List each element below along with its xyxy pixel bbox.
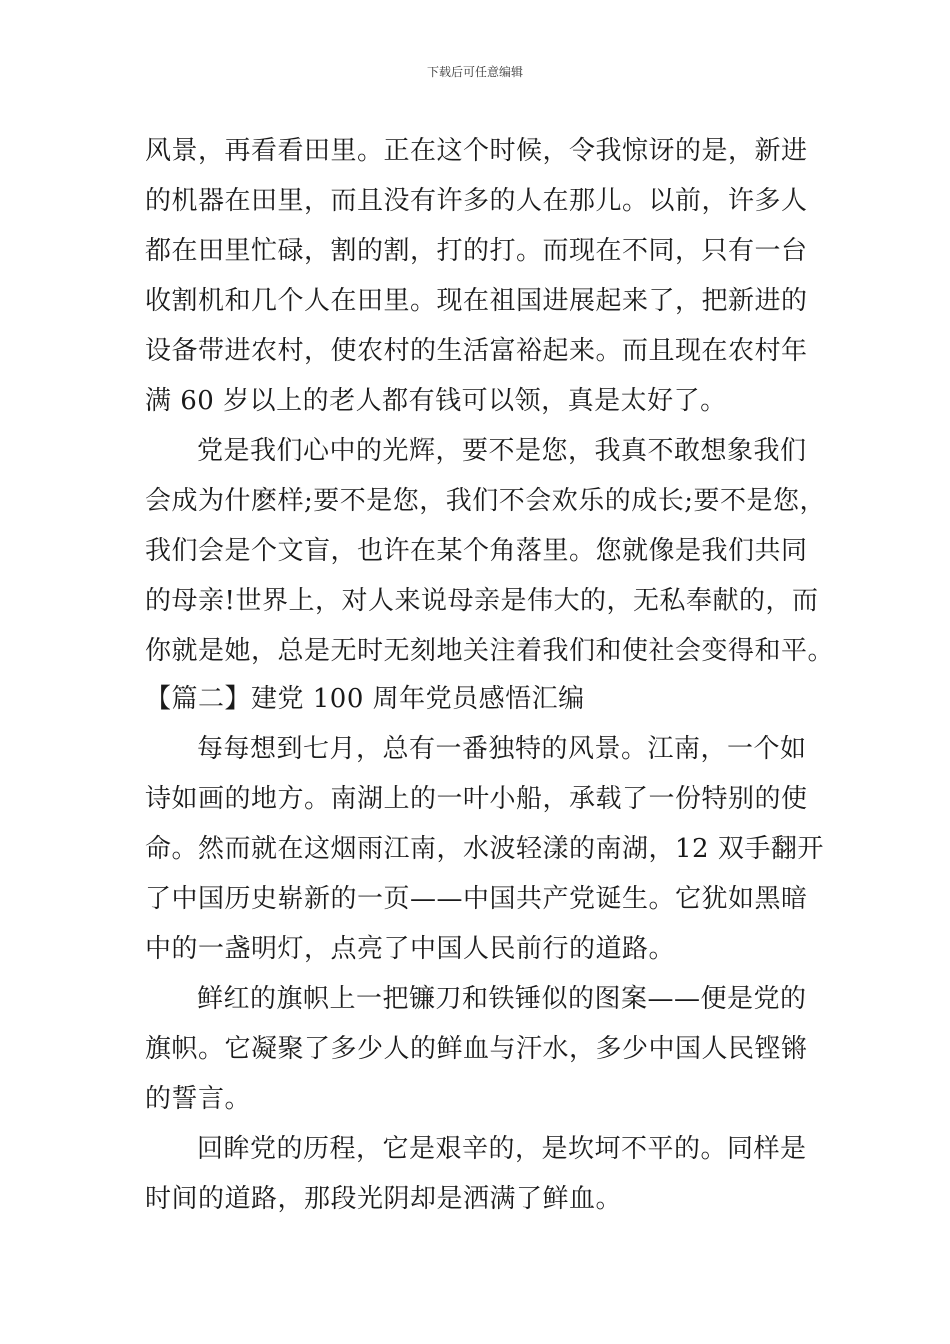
paragraph-4-line-3: 的誓言。 [145, 1084, 252, 1114]
paragraph-3-line-3: 命。然而就在这烟雨江南，水波轻漾的南湖，12 双手翻开 [145, 834, 824, 864]
paragraph-1-line-5: 设备带进农村，使农村的生活富裕起来。而且现在农村年 [145, 336, 808, 366]
paragraph-1-line-2: 的机器在田里，而且没有许多的人在那儿。以前，许多人 [145, 186, 808, 216]
paragraph-3-line-4: 了中国历史崭新的一页——中国共产党诞生。它犹如黑暗 [145, 884, 808, 914]
paragraph-2-line-1: 党是我们心中的光辉，要不是您，我真不敢想象我们 [197, 436, 807, 466]
paragraph-5-line-2: 时间的道路，那段光阴却是洒满了鲜血。 [145, 1184, 623, 1214]
paragraph-2-line-2: 会成为什麽样;要不是您，我们不会欢乐的成长;要不是您， [145, 486, 827, 516]
paragraph-3-line-1: 每每想到七月，总有一番独特的风景。江南，一个如 [197, 734, 807, 764]
paragraph-4-line-1: 鲜红的旗帜上一把镰刀和铁锤似的图案——便是党的 [197, 984, 807, 1014]
paragraph-2-line-4: 的母亲!世界上，对人来说母亲是伟大的，无私奉献的，而 [145, 586, 819, 616]
paragraph-3-line-2: 诗如画的地方。南湖上的一叶小船，承载了一份特别的使 [145, 784, 808, 814]
paragraph-1-line-3: 都在田里忙碌，割的割，打的打。而现在不同，只有一台 [145, 236, 808, 266]
paragraph-3-line-5: 中的一盏明灯，点亮了中国人民前行的道路。 [145, 934, 676, 964]
section-heading: 【篇二】建党 100 周年党员感悟汇编 [145, 684, 585, 714]
paragraph-4-line-2: 旗帜。它凝聚了多少人的鲜血与汗水，多少中国人民铿锵 [145, 1034, 808, 1064]
page-header: 下载后可任意编辑 [426, 65, 523, 79]
paragraph-5-line-1: 回眸党的历程，它是艰辛的，是坎坷不平的。同样是 [197, 1134, 807, 1164]
paragraph-1-line-6: 满 60 岁以上的老人都有钱可以领，真是太好了。 [145, 386, 727, 416]
paragraph-1-line-1: 风景，再看看田里。正在这个时候，令我惊讶的是，新进 [145, 136, 808, 166]
paragraph-2-line-5: 你就是她，总是无时无刻地关注着我们和使社会变得和平。 [145, 636, 835, 666]
paragraph-2-line-3: 我们会是个文盲，也许在某个角落里。您就像是我们共同 [145, 536, 808, 566]
paragraph-1-line-4: 收割机和几个人在田里。现在祖国进展起来了，把新进的 [145, 286, 808, 316]
